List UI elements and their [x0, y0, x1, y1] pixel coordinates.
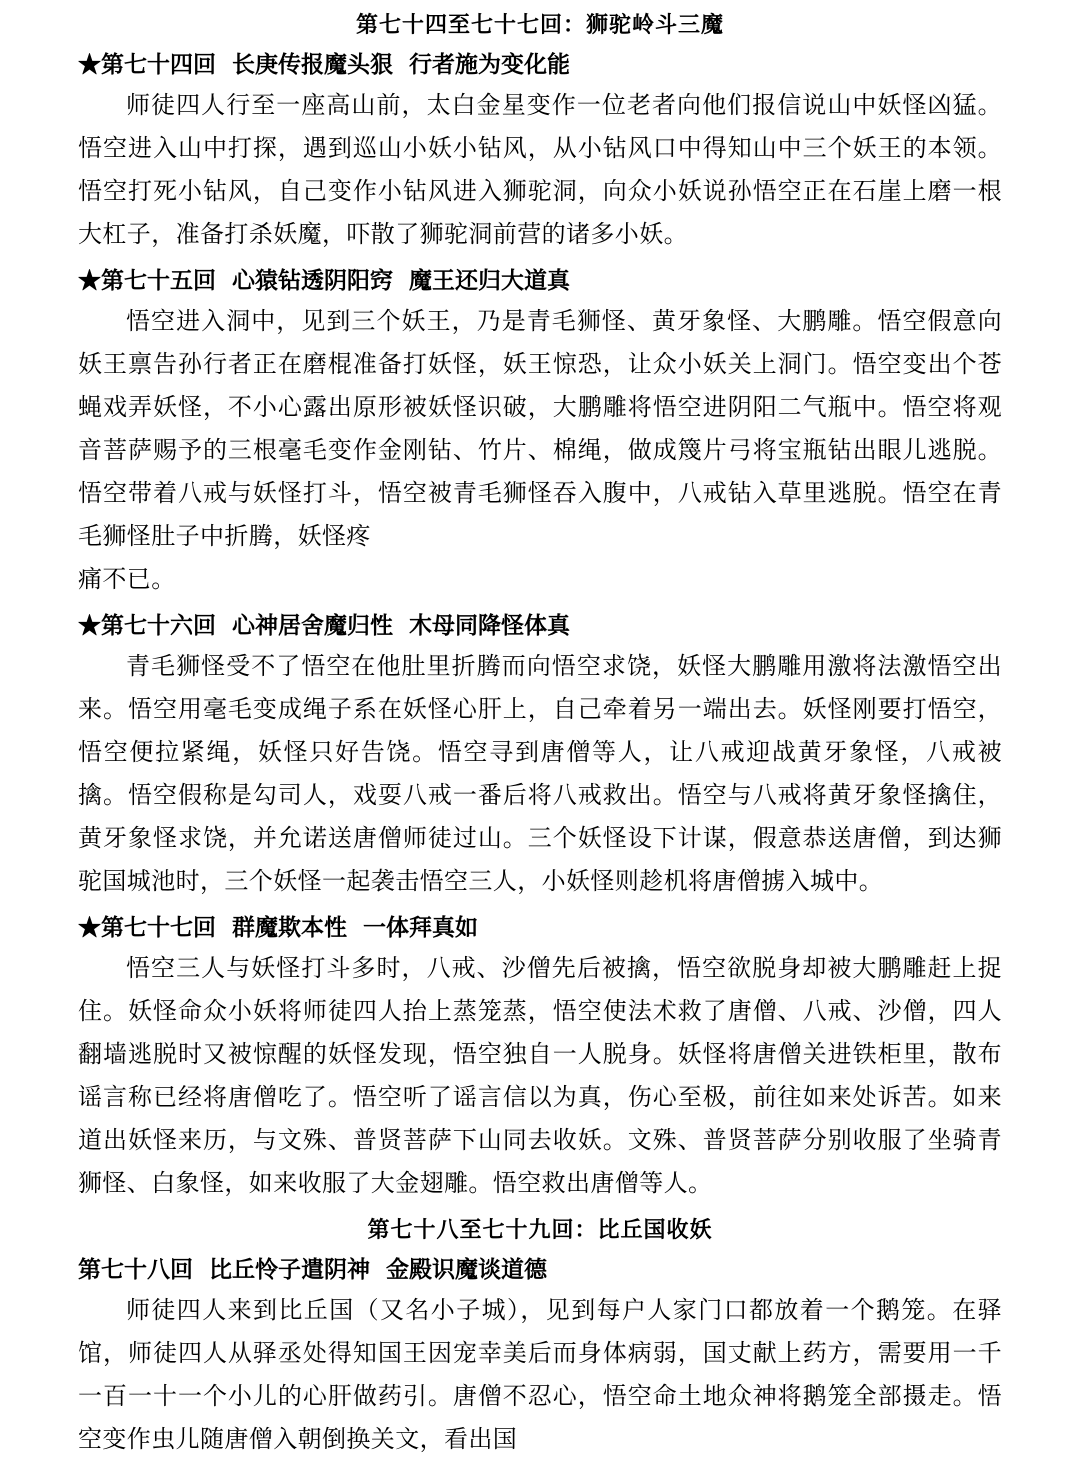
chapter-78: [78, 1251, 1002, 1461]
chapter-summary: 师徒四人行至一座高山前，太白金星变作一位老者向他们报信说山中妖怪凶猛。悟空进入山中打探，遇到巡山小妖小钻风，从小钻风口中得知山中三个妖王的本领。悟空打死小钻风，自己变作小钻风进入狮驼洞，向众小妖说孙悟空正在石崖上磨一根大杠子，准备打杀妖魔，吓散了狮驼洞前营的诸多小妖。: [78, 91, 1002, 248]
chapter-heading: ★第七十五回 心猿钻透阴阳窍 魔王还归大道真: [78, 267, 571, 294]
chapter-summary: 师徒四人来到比丘国（又名小子城），见到每户人家门口都放着一个鹅笼。在驿馆，师徒四人从驿丞处得知国王因宠幸美后而身体病弱，国丈献上药方，需要用一千一百一十一个小儿的心肝做药引。唐僧不忍心，悟空命土地众神将鹅笼全部摄走。悟空变作虫儿随唐僧入朝倒换关文，看出国: [78, 1296, 1002, 1453]
chapter-summary-text: 悟空进入洞中，见到三个妖王，乃是青毛狮怪、黄牙象怪、大鹏雕。悟空假意向妖王禀告孙行者正在磨棍准备打妖怪，妖王惊恐，让众小妖关上洞门。悟空变出个苍蝇戏弄妖怪，不小心露出原形被妖怪识破，大鹏雕将悟空进阴阳二气瓶中。悟空将观音菩萨赐予的三根毫毛变作金刚钻、竹片、棉绳，做成篾片弓将宝瓶钻出眼儿逃脱。悟空带着八戒与妖怪打斗，悟空被青毛狮怪吞入腹中，八戒钻入草里逃脱。悟空在青毛狮怪肚子中折腾，妖怪疼: [78, 307, 1002, 550]
chapter-summary: [78, 300, 1002, 601]
chapter-summary: 青毛狮怪受不了悟空在他肚里折腾而向悟空求饶，妖怪大鹏雕用激将法激悟空出来。悟空用毫毛变成绳子系在妖怪心肝上，自己牵着另一端出去。妖怪刚要打悟空，悟空便拉紧绳，妖怪只好告饶。悟空寻到唐僧等人，让八戒迎战黄牙象怪，八戒被擒。悟空假称是勾司人，戏耍八戒一番后将八戒救出。悟空与八戒将黄牙象怪擒住，黄牙象怪求饶，并允诺送唐僧师徒过山。三个妖怪设下计谋，假意恭送唐僧，到达狮驼国城池时，三个妖怪一起袭击悟空三人，小妖怪则趁机将唐僧掳入城中。: [78, 652, 1002, 895]
chapter-heading: ★第七十六回 心神居舍魔归性 木母同降怪体真: [78, 612, 571, 639]
chapter-summary-continuation: 痛不已。: [78, 565, 176, 593]
section-title: 第七十八至七十九回：比丘国收妖: [367, 1217, 713, 1243]
chapter-75: [78, 262, 1002, 601]
chapter-heading: ★第七十四回 长庚传报魔头狠 行者施为变化能: [78, 51, 571, 78]
chapter-summary: 悟空三人与妖怪打斗多时，八戒、沙僧先后被擒，悟空欲脱身却被大鹏雕赶上捉住。妖怪命众小妖将师徒四人抬上蒸笼蒸，悟空使法术救了唐僧、八戒、沙僧，四人翻墙逃脱时又被惊醒的妖怪发现，悟空独自一人脱身。妖怪将唐僧关进铁柜里，散布谣言称已经将唐僧吃了。悟空听了谣言信以为真，伤心至极，前往如来处诉苦。如来道出妖怪来历，与文殊、普贤菩萨下山同去收妖。文殊、普贤菩萨分别收服了坐骑青狮怪、白象怪，如来收服了大金翅雕。悟空救出唐僧等人。: [78, 954, 1002, 1197]
section-title: 第七十四至七十七回：狮驼岭斗三魔: [355, 12, 724, 38]
chapter-77: [78, 909, 1002, 1205]
chapter-heading: 第七十八回 比丘怜子遣阴神 金殿识魔谈道德: [78, 1256, 548, 1283]
chapter-heading: ★第七十七回 群魔欺本性 一体拜真如: [78, 914, 479, 941]
chapter-74: [78, 46, 1002, 256]
chapter-76: [78, 607, 1002, 903]
